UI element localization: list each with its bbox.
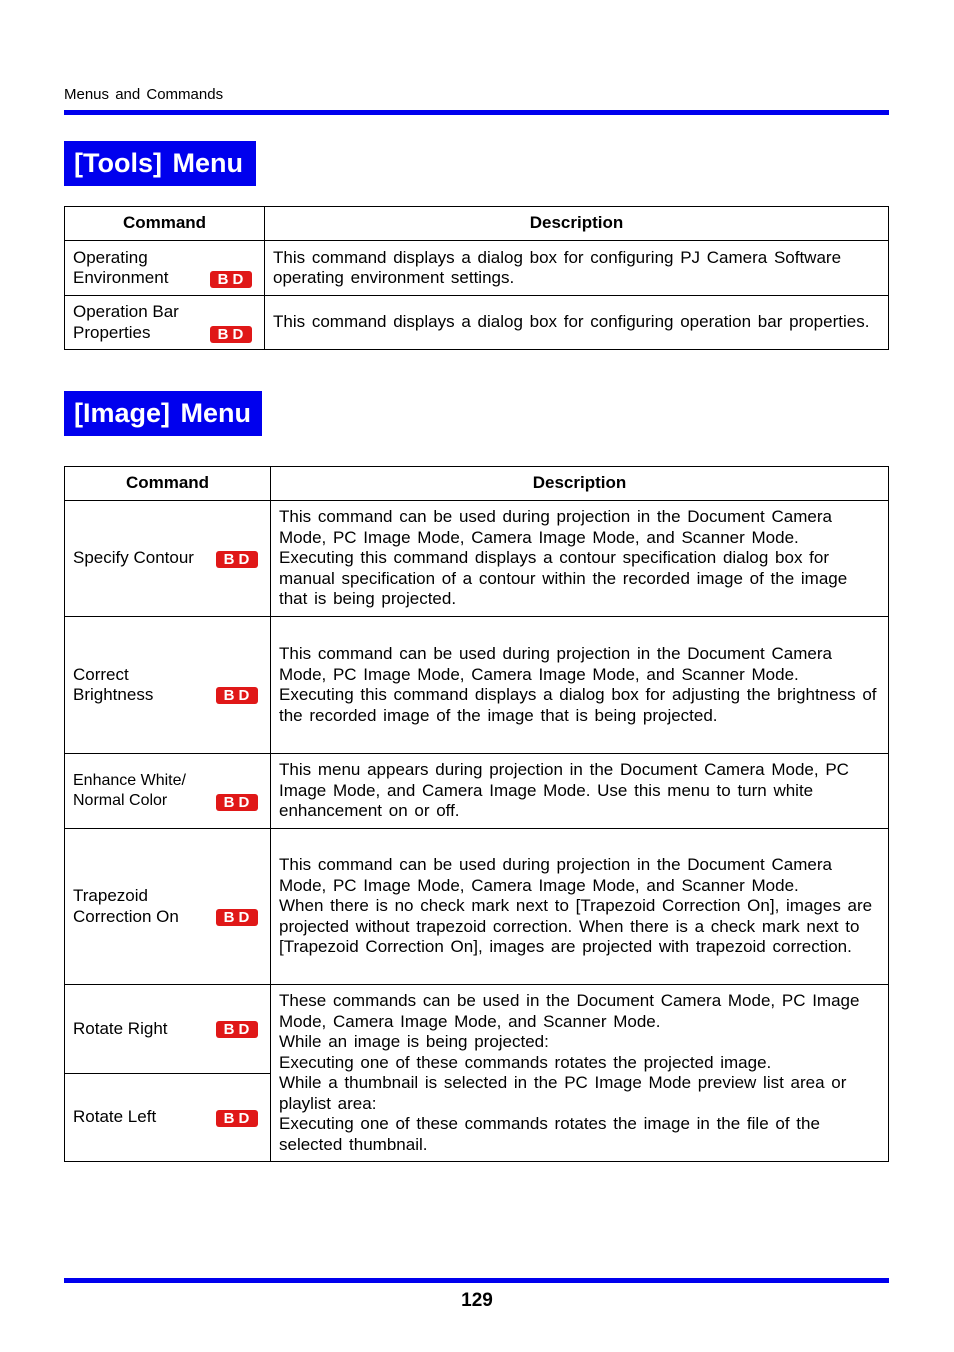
description-paragraph: This menu appears during projection in the Document Camera Mode, PC Image Mode, and Camera Image Mode. Use this menu to turn white enhancement on or off. xyxy=(279,760,849,821)
command-cell xyxy=(65,754,271,829)
command-cell xyxy=(65,1074,271,1162)
table-row xyxy=(65,754,889,829)
command-name: Rotate Right xyxy=(73,1018,168,1038)
column-header-command: Command xyxy=(65,207,265,241)
command-cell xyxy=(65,501,271,617)
description-paragraph: When there is no check mark next to [Trapezoid Correction On], images are projected without trapezoid correction. When there is a check mark next to [Trapezoid Correction On], images are projected with trapezoid correction. xyxy=(279,896,873,957)
command-name: Rotate Left xyxy=(73,1107,157,1127)
column-header-description: Description xyxy=(271,467,889,501)
description-paragraph: Executing one of these commands rotates the projected image. xyxy=(279,1052,772,1072)
description-paragraph: Executing this command displays a dialog box for adjusting the brightness of the recorded image of the image that is being projected. xyxy=(279,685,877,725)
description-cell xyxy=(271,985,889,1162)
table-row xyxy=(65,501,889,617)
bd-badge: BD xyxy=(216,551,258,568)
description-cell: This command displays a dialog box for configuring operation bar properties. xyxy=(265,296,889,350)
table-header-row xyxy=(65,207,889,241)
command-name: Operating Environment xyxy=(73,247,169,287)
command-name: Trapezoid Correction On xyxy=(73,886,179,926)
column-header-description: Description xyxy=(265,207,889,241)
description-cell xyxy=(271,829,889,985)
table-row xyxy=(65,296,889,350)
table-row xyxy=(65,241,889,296)
description-cell xyxy=(271,617,889,754)
description-paragraph: These commands can be used in the Document Camera Mode, PC Image Mode, Camera Image Mode, and Scanner Mode. xyxy=(279,991,860,1031)
table-row xyxy=(65,985,889,1074)
bd-badge: BD xyxy=(216,909,258,926)
bd-badge: BD xyxy=(216,1021,258,1038)
description-paragraph: Executing one of these commands rotates the image in the file of the selected thumbnail. xyxy=(279,1114,820,1154)
description-cell xyxy=(271,754,889,829)
bd-badge: BD xyxy=(216,1110,258,1127)
command-cell xyxy=(65,617,271,754)
table-row xyxy=(65,829,889,985)
tools-menu-table xyxy=(64,206,889,350)
command-name: Specify Contour xyxy=(73,548,194,568)
description-cell: This command displays a dialog box for configuring PJ Camera Software operating environment settings. xyxy=(265,241,889,296)
table-header-row xyxy=(65,467,889,501)
description-cell xyxy=(271,501,889,617)
bd-badge: BD xyxy=(216,794,258,811)
bd-badge: BD xyxy=(216,687,258,704)
header-rule xyxy=(64,110,889,115)
command-cell xyxy=(65,829,271,985)
command-cell xyxy=(65,241,265,296)
table-row xyxy=(65,617,889,754)
description-paragraph: While a thumbnail is selected in the PC Image Mode preview list area or playlist area: xyxy=(279,1073,847,1113)
footer-rule xyxy=(64,1278,889,1283)
command-name: Correct Brightness xyxy=(73,664,154,704)
description-paragraph: This command can be used during projection in the Document Camera Mode, PC Image Mode, Camera Image Mode, and Scanner Mode. xyxy=(279,855,832,895)
tools-menu-title: [Tools] Menu xyxy=(64,141,256,186)
running-header: Menus and Commands xyxy=(64,86,224,103)
description-paragraph: This command can be used during projection in the Document Camera Mode, PC Image Mode, Camera Image Mode, and Scanner Mode. xyxy=(279,644,832,684)
image-menu-title: [Image] Menu xyxy=(64,391,262,436)
description-paragraph: This command can be used during projection in the Document Camera Mode, PC Image Mode, Camera Image Mode, and Scanner Mode. Executing this command displays a contour specification dialog box for manual specification of a contour within the recorded image of the image that is being projected. xyxy=(279,507,848,609)
bd-badge: BD xyxy=(210,326,252,343)
command-name: Enhance White/ Normal Color xyxy=(73,771,186,809)
command-name: Operation Bar Properties xyxy=(73,302,179,342)
image-menu-table xyxy=(64,466,889,1162)
bd-badge: BD xyxy=(210,271,252,288)
command-cell xyxy=(65,985,271,1074)
page-number: 129 xyxy=(461,1290,493,1311)
description-paragraph: While an image is being projected: xyxy=(279,1032,549,1051)
column-header-command: Command xyxy=(65,467,271,501)
command-cell xyxy=(65,296,265,350)
